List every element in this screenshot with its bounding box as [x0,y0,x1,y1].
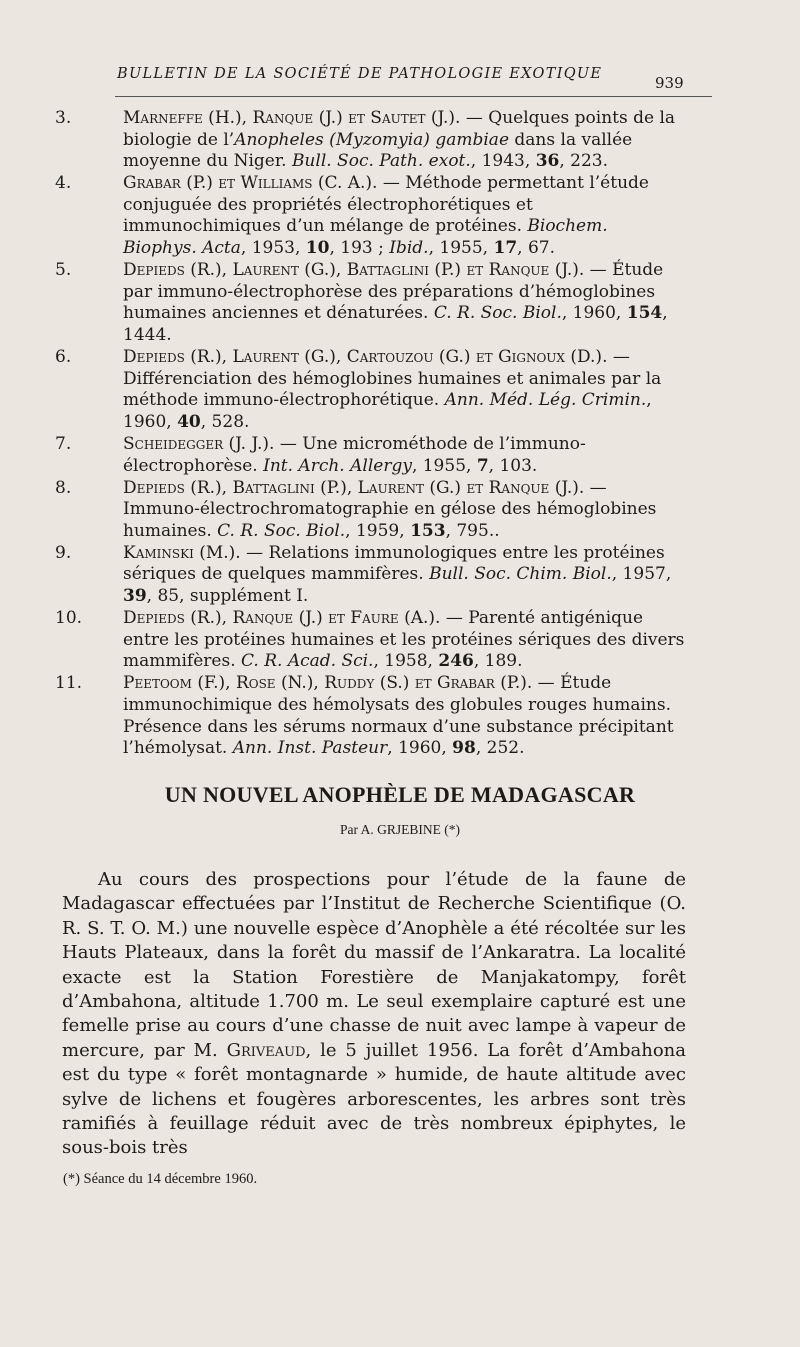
reference-journal: Ann. Méd. Lég. Crimin. [444,390,647,411]
reference-pages: , 223. [559,151,609,172]
reference-journal: Biochem. Biophys. Acta [123,216,608,259]
reference-year: , 1955, [428,238,494,259]
reference-journal: Bull. Soc. Chim. Biol. [429,564,612,585]
reference-authors: Grabar (P.) et Williams (C. A.). [123,173,378,194]
reference-journal: C. R. Soc. Biol. [217,520,346,541]
reference-year: , 1955, [411,455,477,476]
reference-item [55,608,685,673]
reference-item [55,434,685,477]
reference-journal: Bull. Soc. Path. exot. [291,151,471,172]
reference-year: , 1960, [123,390,652,432]
reference-pages: , 189. [473,651,523,672]
reference-number: 4. [55,173,72,194]
reference-text: dans la vallée moyenne du Niger. [123,129,633,172]
body-text: , le 5 juillet 1956. La forêt d’Ambahona est du type « forêt montagnarde » humide, de haute altitude avec sylve de lichens et fougères arborescentes, les arbres sont très ramifiés à feuillage réduit avec de très nombreux épiphytes, le sous-bois très [62,1039,686,1159]
reference-authors: Depieds (R.), Battaglini (P.), Laurent (G.) et Ranque (J.). [123,477,585,498]
reference-journal: C. R. Soc. Biol. [433,303,562,324]
reference-volume: 17 [493,238,518,259]
body-text: Au cours des prospections pour l’étude de la faune de Madagascar effectuées par l’Institut de Recherche Scientifique (O. R. S. T. O. M.) une nouvelle espèce d’Anophèle a été récoltée sur les Hauts Plateaux, dans la forêt du massif de l’Ankaratra. La localité exacte est la Station Forestière de Manjakatompy, forêt d’Ambahona, altitude 1.700 m. Le seul exemplaire capturé est une femelle prise au cours d’une chasse de nuit avec lampe à vapeur de mercure, par M. [62,869,686,1061]
reference-number: 3. [55,108,72,128]
reference-authors: Scheidegger (J. J.). [123,433,275,454]
reference-year: , 1953, [240,238,306,259]
reference-volume: 10 [305,238,330,259]
article-body [62,868,686,1161]
reference-item [55,173,685,259]
reference-text: — Différenciation des hémoglobines humaines et animales par la méthode immuno-électrophorétique. [123,347,662,411]
reference-year: , 1959, [345,520,411,541]
reference-number: 6. [55,347,72,368]
reference-item [55,108,685,173]
reference-authors: Depieds (R.), Ranque (J.) et Faure (A.). [123,608,441,629]
article-byline: Par A. GRJEBINE (*) [340,822,460,837]
reference-year: , 1958, [373,651,439,672]
reference-list [55,108,685,760]
reference-authors: Marneffe (H.), Ranque (J.) et Sautet (J.). [123,108,461,128]
reference-journal: C. R. Acad. Sci. [241,651,374,672]
reference-year: , 1960, [387,738,453,759]
reference-year: , 1957, [611,564,672,585]
reference-volume: 40 [177,411,201,432]
reference-pages: , 1444. [123,303,668,345]
reference-text: — Parenté antigénique entre les protéines humaines et les protéines sériques des divers mammifères. [123,608,685,672]
reference-number: 7. [55,433,72,454]
collector-name: Griveaud [226,1039,306,1061]
reference-volume: 39 [123,586,147,607]
reference-authors: Depieds (R.), Laurent (G.), Cartouzou (G.) et Gignoux (D.). [123,347,608,368]
reference-text: — Étude immunochimique des hémolysats des globules rouges humains. Présence dans les sérums normaux d’une substance précipitant l’hémolysat. [123,673,674,759]
reference-item [55,673,685,759]
reference-number: 11. [55,673,83,694]
reference-journal: Ann. Inst. Pasteur [232,738,388,759]
reference-volume: 153 [410,520,446,541]
reference-item [55,478,685,543]
reference-number: 8. [55,477,72,498]
reference-item [55,347,685,433]
reference-authors: Peetoom (F.), Rose (N.), Ruddy (S.) et Grabar (P.). [123,673,533,694]
reference-year: , 1960, [561,303,627,324]
reference-authors: Kaminski (M.). [123,542,241,563]
reference-year: , 1943, [470,151,536,172]
reference-pages: , 193 ; [329,238,390,259]
reference-volume: 154 [626,303,663,324]
reference-item [55,260,685,346]
reference-text: — Relations immunologiques entre les protéines sériques de quelques mammifères. [123,542,665,585]
reference-text: — Méthode permettant l’étude conjuguée des propriétés électrophorétiques et immunochimiques d’un mélange de protéines. [123,173,649,237]
reference-pages: , 103. [488,455,538,476]
reference-text: — Une microméthode de l’immuno-électrophorèse. [123,433,586,476]
reference-item [55,543,685,608]
reference-text: — Immuno-électrochromatographie en gélose des hémoglobines humaines. [123,477,657,541]
reference-pages: , 67. [517,238,555,259]
reference-pages: , 528. [200,411,250,432]
reference-number: 5. [55,260,72,281]
reference-journal: Int. Arch. Allergy [263,455,412,476]
reference-pages: , 252. [475,738,525,759]
reference-text: — Étude par immuno-électrophorèse des préparations d’hémoglobines humaines anciennes et dénaturées. [123,260,664,324]
page-number: 939 [655,74,684,92]
reference-authors: Depieds (R.), Laurent (G.), Battaglini (P.) et Ranque (J.). [123,260,585,281]
reference-pages: , 85, supplément I. [146,586,309,607]
running-head: BULLETIN DE LA SOCIÉTÉ DE PATHOLOGIE EXOTIQUE [117,66,603,82]
reference-text: — Quelques points de la biologie de l’ [123,108,676,150]
reference-volume: 98 [452,738,476,759]
reference-number: 10. [55,608,83,629]
reference-pages: , 795.. [445,520,500,541]
reference-journal: Ibid. [389,238,429,259]
reference-volume: 36 [535,151,560,172]
reference-volume: 7 [476,455,489,476]
reference-volume: 246 [438,651,474,672]
reference-species: Anopheles (Myzomyia) gambiae [234,129,510,150]
footnote: (*) Séance du 14 décembre 1960. [63,1171,258,1187]
header-rule [115,96,712,97]
article-title: UN NOUVEL ANOPHÈLE DE MADAGASCAR [164,782,636,807]
reference-number: 9. [55,542,72,563]
